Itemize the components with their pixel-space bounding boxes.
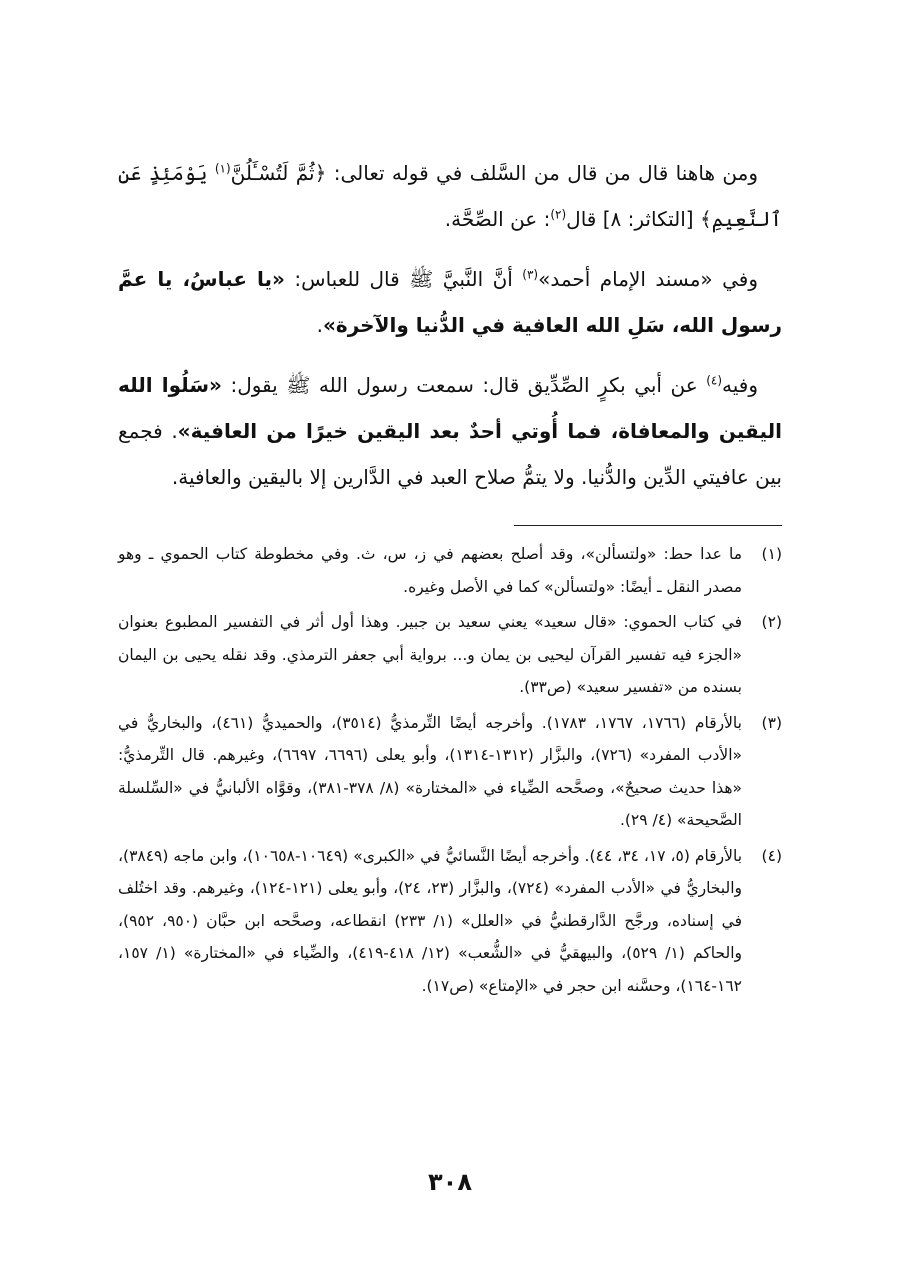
quran-open-bracket: ﴿	[314, 161, 327, 185]
page-number: ٣٠٨	[428, 1168, 472, 1196]
footnote-number: (٢)	[761, 613, 782, 631]
footnote-3	[118, 707, 782, 837]
hadith-quote-1: «يا عباسُ، يا عمَّ رسول الله، سَلِ الله العافية في الدُّنيا والآخرة»	[118, 267, 782, 337]
p1-intro: ومن هاهنا قال من قال من السَّلف في قوله تعالى:	[326, 161, 758, 185]
footnote-ref-4: (٤)	[706, 373, 723, 388]
paragraph-1	[118, 150, 782, 242]
footnote-ref-1: (١)	[214, 161, 231, 176]
p2-end: .	[316, 313, 323, 337]
footnote-text: ما عدا حط: «ولتسألن»، وقد أصلح بعضهم في ز، س، ث. وفي مخطوطة كتاب الحموي ـ وهو مصدر النقل ـ أيضًا: «ولتسألن» كما في الأصل وغيره.	[118, 545, 742, 596]
footnote-text: بالأرقام (١٧٦٦، ١٧٦٧، ١٧٨٣). وأخرجه أيضًا التِّرمذيُّ (٣٥١٤)، والحميديُّ (٤٦١)، والبخاريُّ في «الأدب المفرد» (٧٢٦)، والبزَّار (١٣١٢-١٣١٤)، وأبو يعلى (٦٦٩٦، ٦٦٩٧)، وغيرهم. قال التِّرمذيُّ: «هذا حديث صحيحٌ»، وصحَّحه الضِّياء في «المختارة» (٨/ ٣٧٨-٣٨١)، وقوَّاه الألبانيُّ في «السِّلسلة الصَّحيحة» (٤/ ٢٩).	[118, 713, 742, 829]
footnote-number: (١)	[761, 545, 782, 563]
hadith-quote-2: «سَلُوا الله اليقين والمعافاة، فما أُوتي أحدٌ بعد اليقين خيرًا من العافية»	[118, 373, 782, 443]
p2-text-2: أنَّ النَّبيَّ ﷺ قال للعباس:	[284, 267, 523, 291]
quran-verse-part-a: ثُمَّ لَتُسْـَٔلُنَّ	[230, 161, 315, 185]
quran-verse-part-b: يَوْمَئِذٍ عَنِ ٱلنَّعِيمِ	[118, 161, 782, 231]
p2-text: وفي «مسند الإمام أحمد»	[538, 267, 758, 291]
quran-citation: [التكاثر: ٨] قال	[566, 207, 700, 231]
p3-text: وفيه	[722, 373, 758, 397]
footnote-4	[118, 840, 782, 1003]
footnote-2	[118, 606, 782, 704]
quran-close-bracket: ﴾	[699, 207, 712, 231]
paragraph-2	[118, 256, 782, 348]
paragraph-3	[118, 362, 782, 500]
footnote-number: (٤)	[761, 846, 782, 865]
footnote-number: (٣)	[761, 713, 782, 732]
footnote-ref-3: (٣)	[522, 267, 539, 282]
footnote-ref-2: (٢)	[550, 207, 567, 222]
p3-text-2: عن أبي بكرٍ الصِّدِّيق قال: سمعت رسول الله ﷺ يقول:	[221, 373, 707, 397]
footnotes	[118, 538, 782, 1005]
footnote-1	[118, 538, 782, 603]
main-text	[118, 150, 782, 514]
p1-tail: : عن الصِّحَّة.	[444, 207, 551, 231]
footnote-text: بالأرقام (٥، ١٧، ٣٤، ٤٤). وأخرجه أيضًا النَّسائيُّ في «الكبرى» (١٠٦٤٩-١٠٦٥٨)، وابن ماجه (٣٨٤٩)، والبخاريُّ في «الأدب المفرد» (٧٢٤)، والبزَّار (٢٣، ٢٤)، وأبو يعلى (١٢١-١٢٤)، وغيرهم. وقد اختُلف في إسناده، ورجَّح الدَّارقطنيُّ في «العلل» (١/ ٢٣٣) انقطاعه، وصحَّحه ابن حبَّان (٩٥٠، ٩٥٢)، والحاكم (١/ ٥٢٩)، والبيهقيُّ في «الشُّعب» (١٢/ ٤١٨-٤١٩)، والضِّياء في «المختارة» (١/ ١٥٧، ١٦٢-١٦٤)، وحسَّنه ابن حجر في «الإمتاع» (ص١٧).	[118, 846, 743, 995]
p3-tail: . فجمع بين عافيتي الدِّين والدُّنيا. ولا يتمُّ صلاح العبد في الدَّارين إلا باليقين والعافية.	[118, 419, 782, 489]
footnote-text: في كتاب الحموي: «قال سعيد» يعني سعيد بن جبير. وهذا أول أثر في التفسير المطبوع بعنوان «الجزء فيه تفسير القرآن ليحيى بن يمان و... برواية أبي جعفر الترمذي. وقد نقله يحيى بن اليمان بسنده من «تفسير سعيد» (ص٣٣).	[118, 613, 742, 696]
footnote-separator	[514, 525, 782, 526]
